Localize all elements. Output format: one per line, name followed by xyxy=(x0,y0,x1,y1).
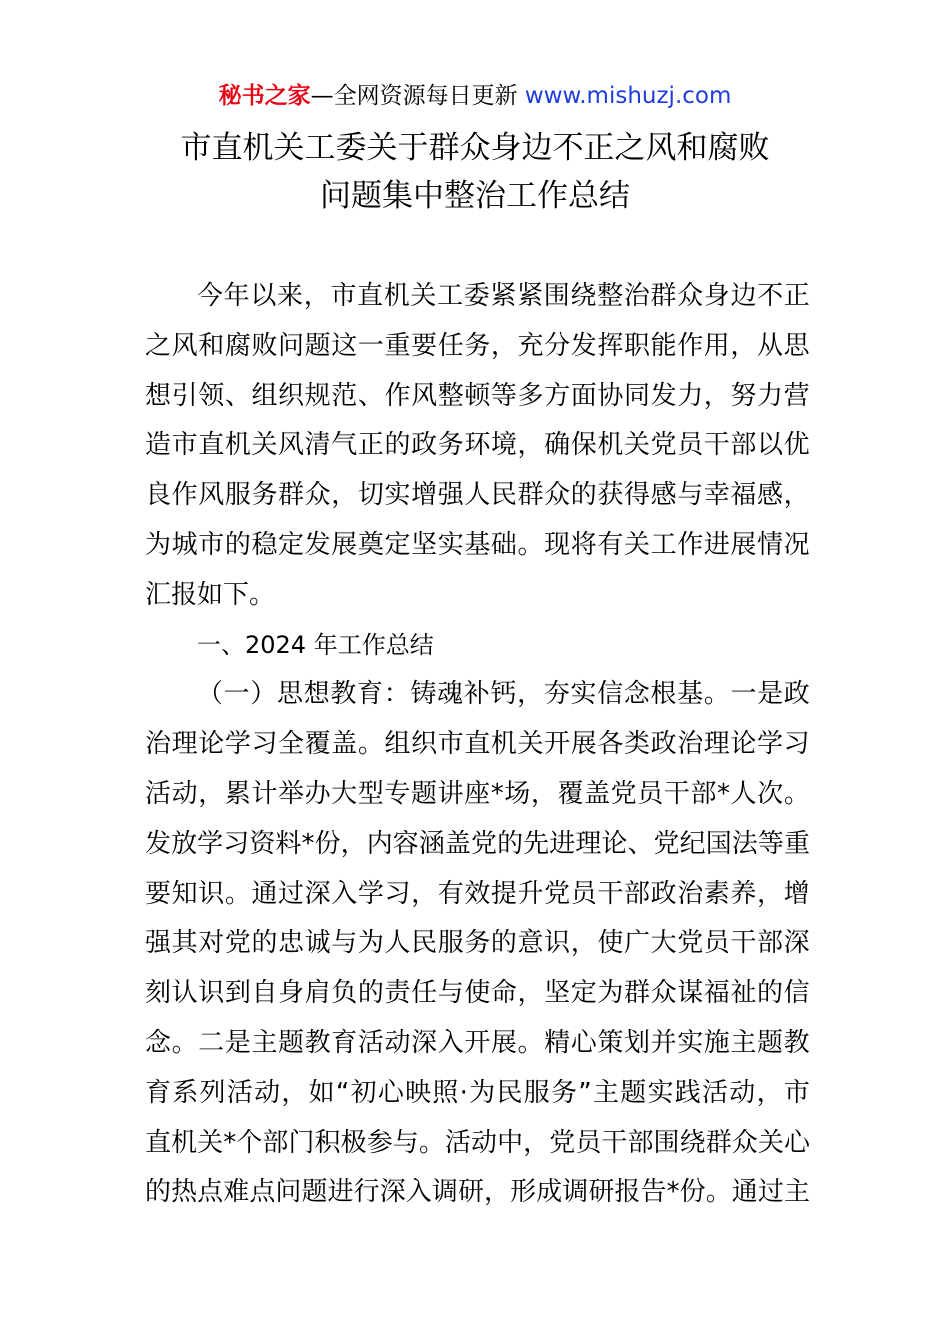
body-line: 造 市 直 机 关 风 清 气 正 的 政 务 环 境 ， 确 保 机 关 党 员 干 部 以 优 xyxy=(145,430,810,461)
body-line: 想 引 领 、 组 织 规 范 、 作 风 整 顿 等 多 方 面 协 同 发 力 ， 努 力 营 xyxy=(145,380,810,411)
intro-line-7: 汇报如下。 xyxy=(145,579,276,610)
body-line: 之 风 和 腐 败 问 题 这 一 重 要 任 务 ， 充 分 发 挥 职 能 作 用 ， 从 思 xyxy=(145,330,810,361)
body-line: 今 年 以 来 ， 市 直 机 关 工 委 紧 紧 围 绕 整 治 群 众 身 边 不 正 xyxy=(197,281,810,311)
body-line: 为 城 市 的 稳 定 发 展 奠 定 坚 实 基 础 。 现 将 有 关 工 作 进 展 情 况 xyxy=(145,529,810,560)
document-title-line-2: 问题集中整治工作总结 xyxy=(320,178,630,214)
site-url-link[interactable]: www.mishuzj.com xyxy=(524,83,732,109)
site-header xyxy=(0,80,950,112)
body-line: 刻 认 识 到 自 身 肩 负 的 责 任 与 使 命 ， 坚 定 为 群 众 谋 福 祉 的 信 xyxy=(145,978,810,1009)
body-line: 要 知 识 。 通 过 深 入 学 习 ， 有 效 提 升 党 员 干 部 政 治 素 养 ， 增 xyxy=(145,878,810,909)
body-line: 念 。 二 是 主 题 教 育 活 动 深 入 开 展 。 精 心 策 划 并 实 施 主 题 教 xyxy=(145,1027,810,1058)
body-line: 活 动 ， 累 计 举 办 大 型 专 题 讲 座 * 场 ， 覆 盖 党 员 干 部 * 人 次 。 xyxy=(145,778,810,809)
body-line: 直 机 关 * 个 部 门 积 极 参 与 。 活 动 中 ， 党 员 干 部 围 绕 群 众 关 心 xyxy=(145,1127,810,1158)
section-heading: 一、2024 年工作总结 xyxy=(197,630,434,659)
body-line: 的 热 点 难 点 问 题 进 行 深 入 调 研 ， 形 成 调 研 报 告 * 份 。 通 过 主 xyxy=(145,1177,810,1208)
body-line: 发 放 学 习 资 料 * 份 ， 内 容 涵 盖 党 的 先 进 理 论 、 党 纪 国 法 等 重 xyxy=(145,828,810,859)
body-line: 强 其 对 党 的 忠 诚 与 为 人 民 服 务 的 意 识 ， 使 广 大 党 员 干 部 深 xyxy=(145,928,810,959)
document-body xyxy=(145,272,810,1218)
body-line: 育 系 列 活 动 ， 如 “ 初 心 映 照 · 为 民 服 务 ” 主 题 实 践 活 动 ， 市 xyxy=(145,1077,810,1108)
body-line: 良 作 风 服 务 群 众 ， 切 实 增 强 人 民 群 众 的 获 得 感 与 幸 福 感 ， xyxy=(145,480,810,511)
site-brand: 秘书之家 xyxy=(218,83,311,109)
document-title-line-1: 市直机关工委关于群众身边不正之风和腐败 xyxy=(180,130,770,166)
body-line: （ 一 ） 思 想 教 育 ： 铸 魂 补 钙 ， 夯 实 信 念 根 基 。 一 是 政 xyxy=(197,679,810,710)
body-line xyxy=(145,571,810,621)
site-tagline: —全网资源每日更新 xyxy=(310,83,518,109)
body-line: 治 理 论 学 习 全 覆 盖 。 组 织 市 直 机 关 开 展 各 类 政 治 理 论 学 习 xyxy=(145,729,810,760)
